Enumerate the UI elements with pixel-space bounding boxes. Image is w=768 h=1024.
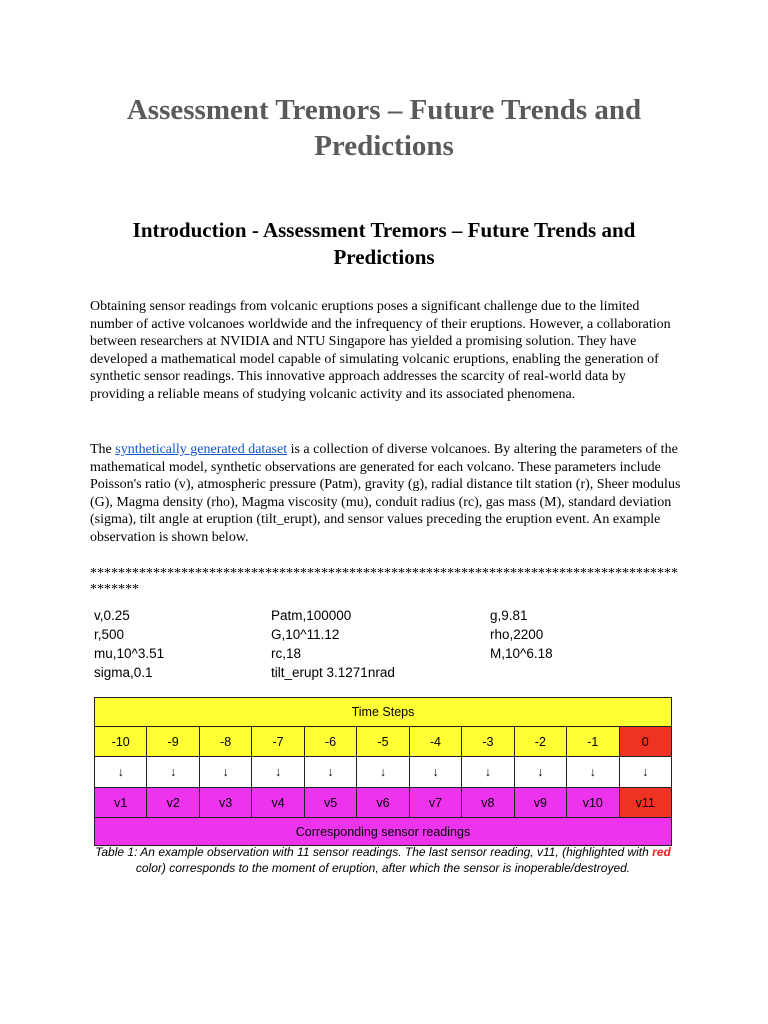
sensor-reading-cell: v1 <box>95 788 147 818</box>
dataset-link[interactable]: synthetically generated dataset <box>115 442 288 457</box>
parameter-mu: mu,10^3.51 <box>94 646 165 661</box>
down-arrow-icon: ↓ <box>199 757 251 788</box>
time-step-cell: -3 <box>462 727 514 757</box>
sensor-readings-footer: Corresponding sensor readings <box>95 818 672 846</box>
parameter-column-1 <box>94 606 164 682</box>
caption-text-2: color) corresponds to the moment of eruption, after which the sensor is inoperable/destroyed. <box>135 861 631 875</box>
paragraph-text-before: The <box>90 442 116 457</box>
down-arrow-icon: ↓ <box>357 757 409 788</box>
parameter-column-3 <box>490 606 553 663</box>
section-heading: Introduction - Assessment Tremors – Future Trends and Predictions <box>132 218 636 269</box>
sensor-reading-cell: v8 <box>462 788 514 818</box>
sensor-reading-cell: v5 <box>304 788 356 818</box>
time-step-cell: -5 <box>357 727 409 757</box>
sensor-readings-row <box>95 788 672 818</box>
down-arrow-icon: ↓ <box>95 757 147 788</box>
table-header-row <box>95 698 672 727</box>
parameter-g-modulus: G,10^11.12 <box>271 627 340 642</box>
eruption-step-cell: 0 <box>619 727 671 757</box>
paragraph-text-after: is a collection of diverse volcanoes. By altering the parameters of the mathematical model, synthetic observations are generated for each volcano. These parameters include Poisson's ratio (v), atmospheric pressure (Patm), gravity (g), radial distance tilt station (r), Sheer modulus (G), Magma density (rho), Magma viscosity (mu), conduit radius (rc), gas mass (M), standard deviation (sigma), tilt angle at eruption (tilt_erupt), and sensor values preceding the eruption event. An example observation is shown below. <box>90 442 681 545</box>
sensor-reading-cell: v10 <box>567 788 619 818</box>
time-step-cell: -2 <box>514 727 566 757</box>
separator-line: ******************************************************************************************* <box>90 566 678 597</box>
time-step-cell: -6 <box>304 727 356 757</box>
parameter-r: r,500 <box>94 627 125 642</box>
down-arrow-icon: ↓ <box>252 757 304 788</box>
dataset-paragraph <box>90 441 682 547</box>
time-steps-table <box>94 697 672 846</box>
time-steps-row <box>95 727 672 757</box>
sensor-reading-cell: v7 <box>409 788 461 818</box>
parameter-rho: rho,2200 <box>490 627 544 642</box>
page-title: Assessment Tremors – Future Trends and Predictions <box>126 94 642 162</box>
down-arrow-icon: ↓ <box>409 757 461 788</box>
down-arrow-icon: ↓ <box>462 757 514 788</box>
caption-red-word: red <box>652 845 671 859</box>
down-arrow-icon: ↓ <box>147 757 199 788</box>
time-step-cell: -7 <box>252 727 304 757</box>
table-caption <box>94 844 672 876</box>
eruption-reading-cell: v11 <box>619 788 671 818</box>
sensor-reading-cell: v6 <box>357 788 409 818</box>
time-steps-header: Time Steps <box>95 698 672 727</box>
parameter-gravity: g,9.81 <box>490 608 528 623</box>
parameter-m: M,10^6.18 <box>490 646 553 661</box>
arrow-row <box>95 757 672 788</box>
down-arrow-icon: ↓ <box>619 757 671 788</box>
sensor-reading-cell: v3 <box>199 788 251 818</box>
caption-text-1: Table 1: An example observation with 11 sensor readings. The last sensor reading, v11, (highlighted with <box>95 845 653 859</box>
time-step-cell: -9 <box>147 727 199 757</box>
parameter-sigma: sigma,0.1 <box>94 665 153 680</box>
time-step-cell: -4 <box>409 727 461 757</box>
time-step-cell: -10 <box>95 727 147 757</box>
down-arrow-icon: ↓ <box>567 757 619 788</box>
time-step-cell: -8 <box>199 727 251 757</box>
table-footer-row <box>95 818 672 846</box>
parameter-patm: Patm,100000 <box>271 608 352 623</box>
sensor-reading-cell: v2 <box>147 788 199 818</box>
time-step-cell: -1 <box>567 727 619 757</box>
parameter-v: v,0.25 <box>94 608 130 623</box>
intro-paragraph: Obtaining sensor readings from volcanic eruptions poses a significant challenge due to the limited number of active volcanoes worldwide and the infrequency of their eruptions. However, a collaboration between researchers at NVIDIA and NTU Singapore has yielded a promising solution. They have developed a mathematical model capable of simulating volcanic eruptions, enabling the generation of synthetic sensor readings. This innovative approach addresses the scarcity of real-world data by providing a reliable means of studying volcanic activity and its associated phenomena. <box>90 299 671 402</box>
down-arrow-icon: ↓ <box>304 757 356 788</box>
parameter-tilt-erupt: tilt_erupt 3.1271nrad <box>271 665 395 680</box>
parameter-rc: rc,18 <box>271 646 302 661</box>
parameter-column-2 <box>271 606 395 682</box>
sensor-reading-cell: v4 <box>252 788 304 818</box>
down-arrow-icon: ↓ <box>514 757 566 788</box>
sensor-reading-cell: v9 <box>514 788 566 818</box>
